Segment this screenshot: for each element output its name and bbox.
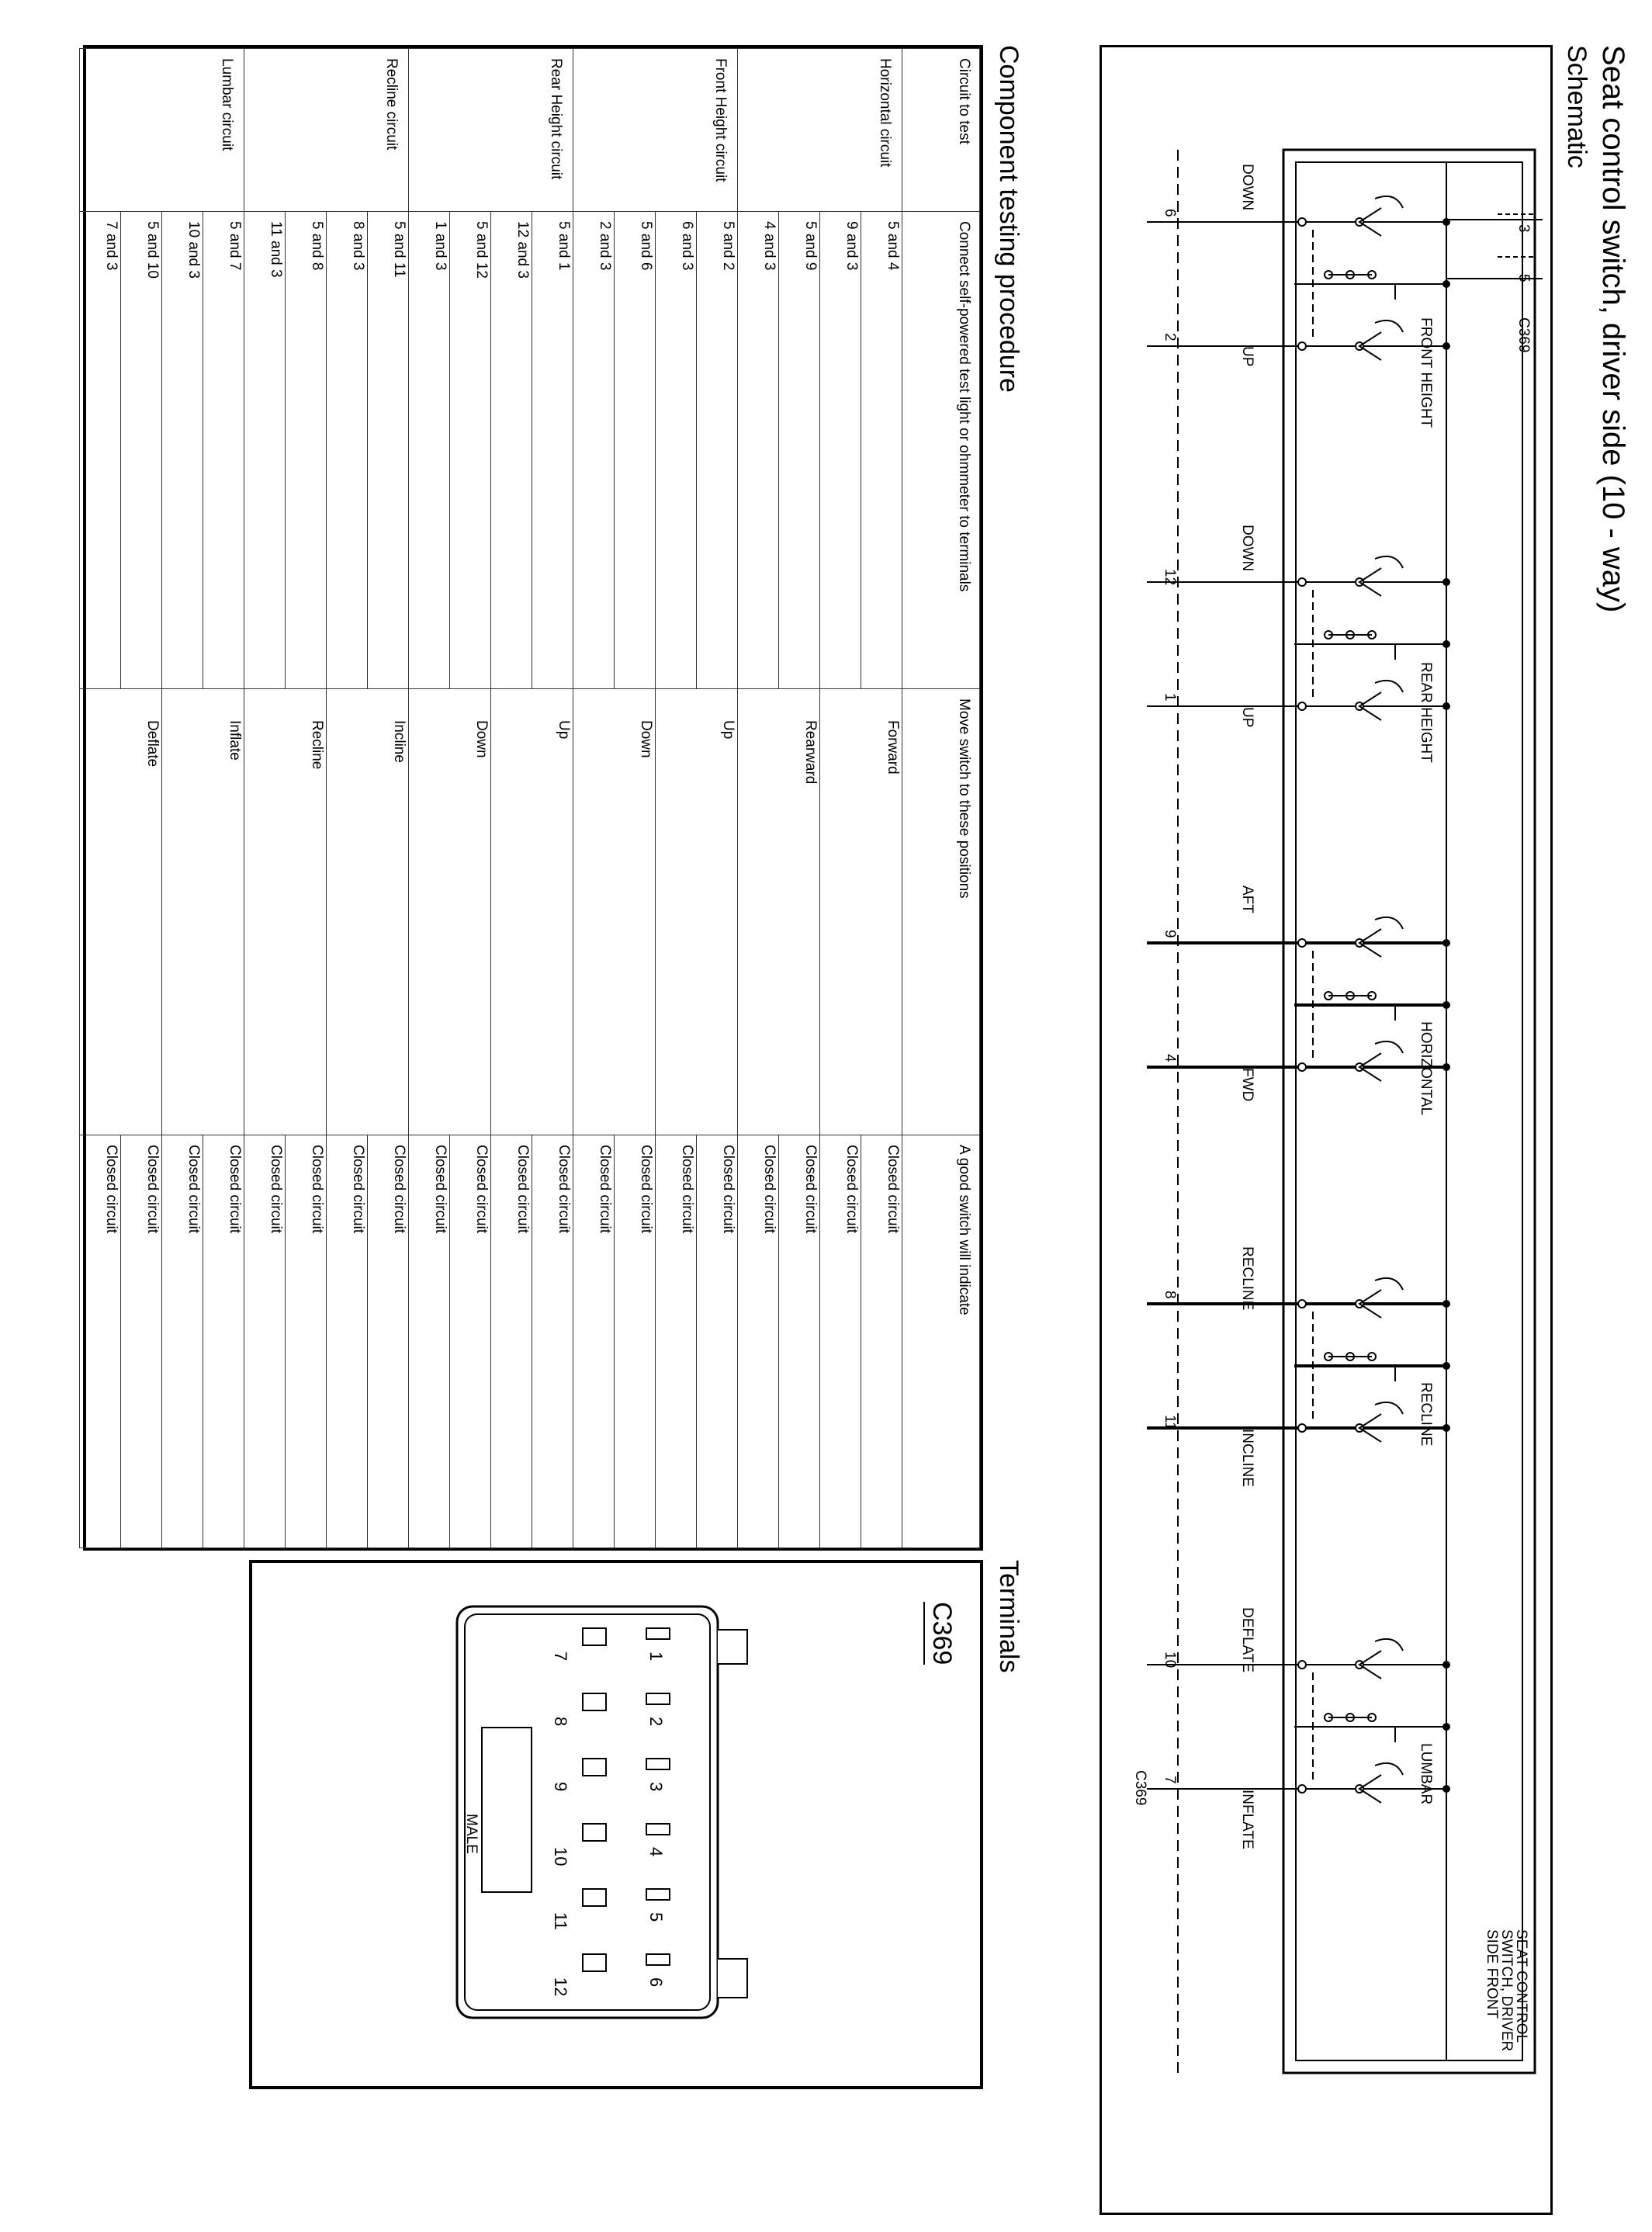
position-cell: Down [409,689,491,1135]
terminal-pin [583,1693,606,1710]
terminal-number: 2 [646,1717,666,1727]
testing-heading: Component testing procedure [994,45,1023,393]
terminal-number: 11 [551,1912,570,1930]
contact-terminal [1298,1661,1306,1669]
result-cell: Closed circuit [409,1135,450,1548]
switch-arc [1375,1278,1403,1290]
bottom-connector-label: C369 [1132,1770,1148,1806]
section-name: RECLINE [1418,1382,1434,1447]
circuit-cell: Lumbar circuit [80,49,244,212]
result-cell: Closed circuit [203,1135,244,1548]
table-header-cell: A good switch will indicate [902,1135,980,1548]
switch-arc [1375,1639,1403,1651]
terminal-number: 12 [551,1977,570,1997]
circuit-cell: Recline circuit [244,49,409,212]
terminal-number: 8 [551,1717,570,1727]
table-row [450,49,491,1548]
terminal-pair-cell: 12 and 3 [491,212,532,689]
terminal-pair-cell: 8 and 3 [327,212,368,689]
result-cell: Closed circuit [491,1135,532,1548]
junction-dot [1442,1785,1450,1793]
position-label: DEFLATE [1239,1607,1255,1673]
schematic-drawing [1102,47,1550,2213]
terminal-pin [583,1628,606,1645]
result-cell: Closed circuit [820,1135,861,1548]
terminal-number: 10 [551,1847,570,1866]
contact-terminal [1298,702,1306,710]
position-cell: Rearward [738,689,820,1135]
testing-table [83,45,983,1551]
table-header-row [902,49,980,1548]
terminals-panel [249,1560,983,2089]
terminal-pin [646,1693,670,1704]
result-cell: Closed circuit [738,1135,779,1548]
result-cell: Closed circuit [450,1135,491,1548]
terminal-pair-cell: 4 and 3 [738,212,779,689]
position-cell: Recline [244,689,327,1135]
pin-label: 6 [1162,209,1178,217]
pin-label: 2 [1162,333,1178,341]
top-pin-label: 3 [1515,224,1532,233]
schematic-heading: Schematic [1562,45,1591,168]
terminal-pair-cell: 5 and 7 [203,212,244,689]
contact-terminal [1298,1063,1306,1071]
terminal-number: 9 [551,1782,570,1792]
pin-label: 11 [1162,1415,1178,1430]
table-row [368,49,409,1548]
table-row [286,49,327,1548]
table-row [861,49,902,1548]
junction-dot [1442,1300,1450,1308]
result-cell: Closed circuit [656,1135,697,1548]
terminal-number: 6 [646,1977,666,1988]
junction-dot [1442,218,1450,226]
terminal-pair-cell: 6 and 3 [656,212,697,689]
table-header-cell: Move switch to these positions [902,689,980,1135]
switch-arc [1375,1763,1403,1775]
section-name: HORIZONTAL [1418,1021,1434,1116]
junction-dot [1442,280,1450,288]
switch-arc [1375,556,1403,568]
junction-dot [1442,342,1450,350]
table-header-cell: Circuit to test [902,49,980,212]
contact-terminal [1298,1424,1306,1432]
result-cell: Closed circuit [861,1135,902,1548]
connector-key [718,1959,747,1998]
terminal-number: 1 [646,1651,666,1662]
switch-label: SEAT CONTROL SWITCH, DRIVER SIDE FRONT [1484,1929,1529,2052]
section-name: FRONT HEIGHT [1418,317,1434,428]
table-row [121,49,162,1548]
result-cell: Closed circuit [532,1135,573,1548]
contact-terminal [1298,342,1306,350]
result-cell: Closed circuit [286,1135,327,1548]
top-connector-label: C369 [1515,317,1532,353]
junction-dot [1442,1424,1450,1432]
terminal-pin [646,1759,670,1769]
junction-dot [1442,1661,1450,1669]
terminals-heading: Terminals [994,1560,1023,1673]
terminal-number: 3 [646,1782,666,1792]
position-label: RECLINE [1239,1246,1255,1311]
junction-dot [1442,939,1450,947]
switch-arc [1375,917,1403,929]
terminal-pin [646,1628,670,1639]
connector-face [252,1563,980,2086]
schematic-panel [1100,45,1553,2215]
terminal-pair-cell: 5 and 9 [779,212,820,689]
table-row [203,49,244,1548]
position-cell: Up [656,689,738,1135]
position-label: UP [1239,346,1255,367]
result-cell: Closed circuit [615,1135,656,1548]
table-row [532,49,573,1548]
terminal-pair-cell: 2 and 3 [573,212,615,689]
table-header-cell: Connect self-powered test light or ohmmeter to terminals [902,212,980,689]
terminal-pin [646,1889,670,1900]
position-label: DOWN [1239,164,1255,211]
junction-dot [1442,1362,1450,1370]
terminal-pin [583,1824,606,1841]
gender-label: MALE [463,1814,480,1854]
switch-arc [1375,681,1403,692]
pin-label: 7 [1162,1776,1178,1784]
pin-label: 4 [1162,1054,1178,1062]
terminal-pin [646,1954,670,1965]
position-cell: Inflate [162,689,244,1135]
junction-dot [1442,1723,1450,1731]
junction-dot [1442,1063,1450,1071]
table-row [697,49,738,1548]
connector-latch [482,1728,532,1892]
contact-terminal [1298,1300,1306,1308]
position-label: INFLATE [1239,1790,1255,1849]
terminal-number: 5 [646,1912,666,1922]
pin-label: 12 [1162,569,1178,586]
terminal-pair-cell: 5 and 4 [861,212,902,689]
circuit-cell: Rear Height circuit [409,49,573,212]
terminal-pin [583,1889,606,1906]
switch-arc [1375,321,1403,332]
terminal-pair-cell: 5 and 12 [450,212,491,689]
terminal-pair-cell: 5 and 8 [286,212,327,689]
circuit-cell: Front Height circuit [573,49,738,212]
position-cell: Incline [327,689,409,1135]
terminal-number: 7 [551,1651,570,1662]
terminal-pair-cell: 11 and 3 [244,212,286,689]
junction-dot [1442,640,1450,648]
position-label: FWD [1239,1068,1255,1102]
position-cell: Deflate [80,689,162,1135]
table-row [779,49,820,1548]
junction-dot [1442,1001,1450,1009]
position-label: DOWN [1239,525,1255,572]
contact-terminal [1298,218,1306,226]
pin-label: 1 [1162,693,1178,702]
contact-terminal [1298,1785,1306,1793]
position-cell: Up [491,689,573,1135]
result-cell: Closed circuit [244,1135,286,1548]
position-label: INCLINE [1239,1429,1255,1487]
result-cell: Closed circuit [697,1135,738,1548]
result-cell: Closed circuit [80,1135,121,1548]
result-cell: Closed circuit [779,1135,820,1548]
connector-key [718,1630,747,1664]
pin-label: 10 [1162,1651,1178,1669]
terminal-pair-cell: 5 and 6 [615,212,656,689]
switch-arc [1375,1041,1403,1053]
result-cell: Closed circuit [573,1135,615,1548]
position-cell: Down [573,689,656,1135]
section-name: REAR HEIGHT [1418,662,1434,763]
pin-label: 9 [1162,930,1178,938]
table-row [615,49,656,1548]
switch-arc [1375,196,1403,208]
contact-terminal [1298,939,1306,947]
terminal-pin [583,1759,606,1776]
switch-housing [1283,150,1535,2073]
result-cell: Closed circuit [327,1135,368,1548]
switch-housing-inner [1296,162,1522,2060]
terminal-pair-cell: 9 and 3 [820,212,861,689]
junction-dot [1442,578,1450,586]
position-label: UP [1239,707,1255,728]
terminal-pair-cell: 5 and 10 [121,212,162,689]
result-cell: Closed circuit [368,1135,409,1548]
page-title: Seat control switch, driver side (10 - way) [1596,45,1630,613]
connector-id-label: C369 [923,1602,957,1665]
terminal-pin [583,1954,606,1971]
switch-arc [1375,1402,1403,1414]
terminal-pair-cell: 5 and 2 [697,212,738,689]
result-cell: Closed circuit [162,1135,203,1548]
section-name: LUMBAR [1418,1743,1434,1805]
pin-label: 8 [1162,1291,1178,1299]
terminal-pair-cell: 7 and 3 [80,212,121,689]
terminal-pair-cell: 10 and 3 [162,212,203,689]
terminal-number: 4 [646,1847,666,1857]
contact-terminal [1298,578,1306,586]
position-cell: Forward [820,689,902,1135]
position-label: AFT [1239,886,1255,913]
top-pin-label: 5 [1515,274,1532,282]
junction-dot [1442,702,1450,710]
terminal-pair-cell: 5 and 1 [532,212,573,689]
circuit-cell: Horizontal circuit [738,49,902,212]
result-cell: Closed circuit [121,1135,162,1548]
terminal-pair-cell: 5 and 11 [368,212,409,689]
terminal-pair-cell: 1 and 3 [409,212,450,689]
terminal-pin [646,1824,670,1835]
